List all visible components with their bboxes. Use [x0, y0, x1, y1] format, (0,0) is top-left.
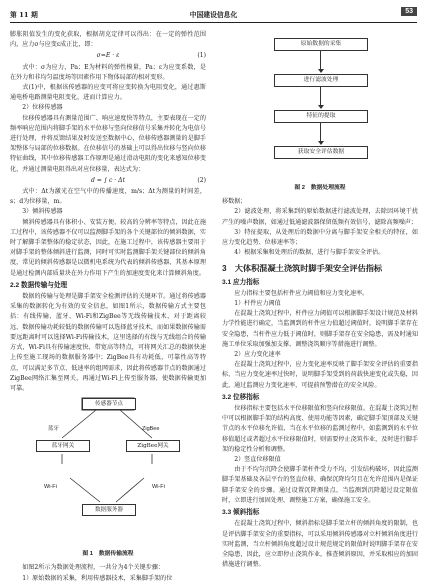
right-column	[222, 30, 418, 570]
equation-1	[10, 51, 206, 61]
paragraph: 如图2所示为数据处理流程，一共分为4个关键步骤：	[22, 564, 165, 572]
flow-arrow	[320, 122, 321, 144]
equation-1-body: σ=E · ε	[96, 52, 120, 60]
flow-arrow	[320, 50, 321, 72]
flow-step-2: 进行滤波处理	[274, 74, 368, 87]
figure-caption: 图 2 数据处理流程	[294, 185, 346, 191]
paragraph: 在混凝土浇筑过程中，倾斜指标是脚手架立杆的倾斜角度的限制，也是评估脚手架安全的重要指标，可以采用倾斜传感器对立杆倾斜角度进行实时监测，当立杆倾斜角度超过设计规范规定的限值时说明脚手架存在安全隐患，因此，应立即停止浇筑作业，推查倾斜原因，并采取相应的加固措施进行调整。	[222, 520, 418, 569]
paragraph: 在混凝土浇筑过程中，应力变化速率反映了脚手架安全评估的重要指标，当应力变化速率过快时，说明脚手架受到的荷载快速变化或失稳，因此，通过监测应力变化速率，可提前预警潜在的安全风险。	[222, 361, 418, 389]
subheading: 1）杆件应力阈值	[234, 300, 281, 308]
data-server: 数据服务器	[82, 504, 136, 516]
paragraph: 膨胀阻值发生的变化获取，根据胡克定律可以得出：在一定的弹性范围内，应力σ与应变ε成正比，即：	[10, 31, 206, 49]
paragraph: 1）原始数据的采集，利用传感器技术，采集脚手架的位	[22, 574, 173, 582]
paragraph: 数据的传输与处理是脚手架安全检测评估的关键环节。通过将传感器采集的数据转化为有效的安全信息，如图1所示，数据传输方式主要包括：有线传输、蓝牙、Wi-Fi和ZigBee等无线传输技术，对于距离较远、数据传输功耗较低的数据传输可以选择蓝牙技术，而如果数据传输需要远距离时可以选择Wi-Fi传输技术，这里选择的有线与无线组合的传输方式，Wi-Fi具有传输速度快、带宽高等特点，可将网关汇总的数据快速上传至施工现场的数据服务器中；ZigBee具有功耗低、可靠性高等特点，可以满足多节点、低速率的组网需求，因此将传感器节点的数据通过ZigBee网络汇集至网关，再通过Wi-Fi上传至服务器，使数据传输更加可靠。	[10, 293, 206, 392]
zigbee-label: ZigBee	[142, 426, 160, 433]
journal-title: 中国建设信息化	[189, 11, 238, 19]
section-heading: 2.2 数据传输与处理	[10, 281, 68, 289]
subheading: 3）倾斜传感器	[22, 208, 63, 216]
equation-2-body: d = ∫ c · Δt	[90, 176, 126, 184]
paragraph: 2）滤波处理，将采集到的原始数据进行滤波处理，去除因环境干扰产生的噪声数据，如通过低通滤波器保留低频有效信号，滤除高频噪声；	[222, 208, 418, 226]
page-number: 53	[401, 7, 417, 16]
flow-step-3: 特征的提取	[274, 110, 368, 123]
transmission-diagram	[10, 394, 206, 546]
bluetooth-gateway: 蓝牙网关	[36, 440, 90, 452]
paragraph: 在混凝土浇筑过程中，杆件应力阈值可以根据脚手架设计规范及材料力学性能进行确定，当监测到的杆件应力值超过阈值时，说明脚手架存在安全隐患，当杆件应力低于阈值时，则脚手架存在安全隐患，需及时通知施工单位采取加强加支撑、调整浇筑顺序等措施进行调整。	[222, 310, 418, 348]
bluetooth-label: 蓝牙	[48, 426, 60, 433]
paragraph: 式中：Δt为激光在空气中的传播速度，m/s；Δt为测量的时间差，s；d为位移量，m。	[10, 188, 206, 206]
paragraph: 由于不均匀沉降会使脚手架杆件受力不均，引发结构破坏，因此监测脚手架基础及各层平台的竖直位移，确保沉降均匀且在允许范围内是保证脚手架安全的步骤。通过设置沉降测量点，当监测到沉降超过设定限值时，立即进行加固处理、调整施工方案，确保施工安全。	[222, 466, 418, 504]
flow-step-4: 获取安全评估数据	[274, 146, 368, 159]
left-column	[10, 30, 206, 584]
section-heading: 3.3 倾斜指标	[222, 509, 260, 517]
figure-caption: 图 1 数据传输流程	[82, 551, 134, 558]
wifi-label-right: Wi-Fi	[152, 484, 165, 491]
paragraph: 应力指标主要包括杆件应力阈值和应力变化速率。	[234, 289, 369, 297]
paragraph: 倾斜传感器具有体积小、安装方便、较高的分辨率等特点，因此在施工过程中，该传感器不仅可以监测脚手架的各个关键部位的倾斜数据，实时了解脚手架整体的稳定状态，因此，在施工过程中，该传感器主要用于对脚手架的整体倾斜进行监测，同时可实时监测脚手架关键部位的倾斜角度，常见的倾斜传感器是以微机电系统为代表的倾斜传感器，其基本原理是通过检测内部质量块在外力作用下产生的加速度变化来计算倾斜角度。	[10, 218, 206, 277]
equation-2	[10, 176, 206, 186]
paragraph: 位移指标主要包括水平位移限值和竖向位移限值。在混凝土浇筑过程中可以根据脚手架的结构高度、使用功能等因素，确定脚手架顶部及关键节点的水平位移允许值，当在水平位移的监测过程中，如监测到的水平位移值超过或者超过水平位移限值时，则需要停止浇筑作业，及时进行脚手架的稳定性分析和调整。	[222, 405, 418, 453]
paragraph: 移数据；	[222, 198, 247, 206]
subheading: 2）竖直位移限值	[234, 456, 281, 464]
paragraph: 式(1)中，根据该传感器的应变可将应变转换为电阻变化，通过惠斯通电桥电路测量电阻变化，进而计算应力。	[10, 84, 206, 102]
section-heading: 3.1 应力指标	[222, 278, 260, 286]
equation-2-number: (2)	[197, 176, 206, 184]
wifi-label-left: Wi-Fi	[44, 484, 57, 491]
page-header	[10, 6, 417, 23]
processing-flowchart	[222, 30, 418, 180]
paragraph: 位移传感器具有测量范围广、响应速度快等特点，主要表现在一定的频率响应范围内将脚手架的水平位移与竖向位移信号采集并转化为电信号进行处理，并将反馈结果及时发送至数据中心，位移传感器测量的是脚手架整体与局部的位移数据。在位移信号的基础上可以得出位移与竖向位移特征曲线，其中位移传感器工作原理是通过滑动电阻的变化来感知位移变化，并通过测量电阻得出对应位移量，表达式为：	[10, 114, 206, 173]
flow-step-1: 原始数据的采集	[274, 38, 368, 51]
issue-label: 第 11 期	[10, 11, 38, 19]
paragraph: 式中：σ为应力，Pa；E为材料的弹性模量，Pa；ε为应变系数，是在外力和非均匀温度场等因素作用下物体局部的相对变形。	[10, 63, 206, 81]
paragraph: 3）特征提取，从处理后的数据中分离与脚手架安全相关的特征，如应力变化趋势、位移速率等；	[222, 228, 418, 247]
section-heading: 3 大体积混凝土浇筑时脚手架安全评估指标	[222, 264, 383, 274]
section-heading: 3.2 位移指标	[222, 393, 260, 401]
subheading: 2）位移传感器	[22, 104, 63, 112]
flow-arrow	[320, 86, 321, 108]
subheading: 2）应力变化速率	[234, 351, 281, 359]
equation-1-number: (1)	[197, 52, 206, 60]
sensor-node: 传感器节点	[82, 398, 136, 410]
paragraph: 4）根据采集和处理后的数据，进行与脚手架安全评估。	[234, 249, 385, 257]
zigbee-gateway: ZigBee网关	[126, 440, 180, 452]
